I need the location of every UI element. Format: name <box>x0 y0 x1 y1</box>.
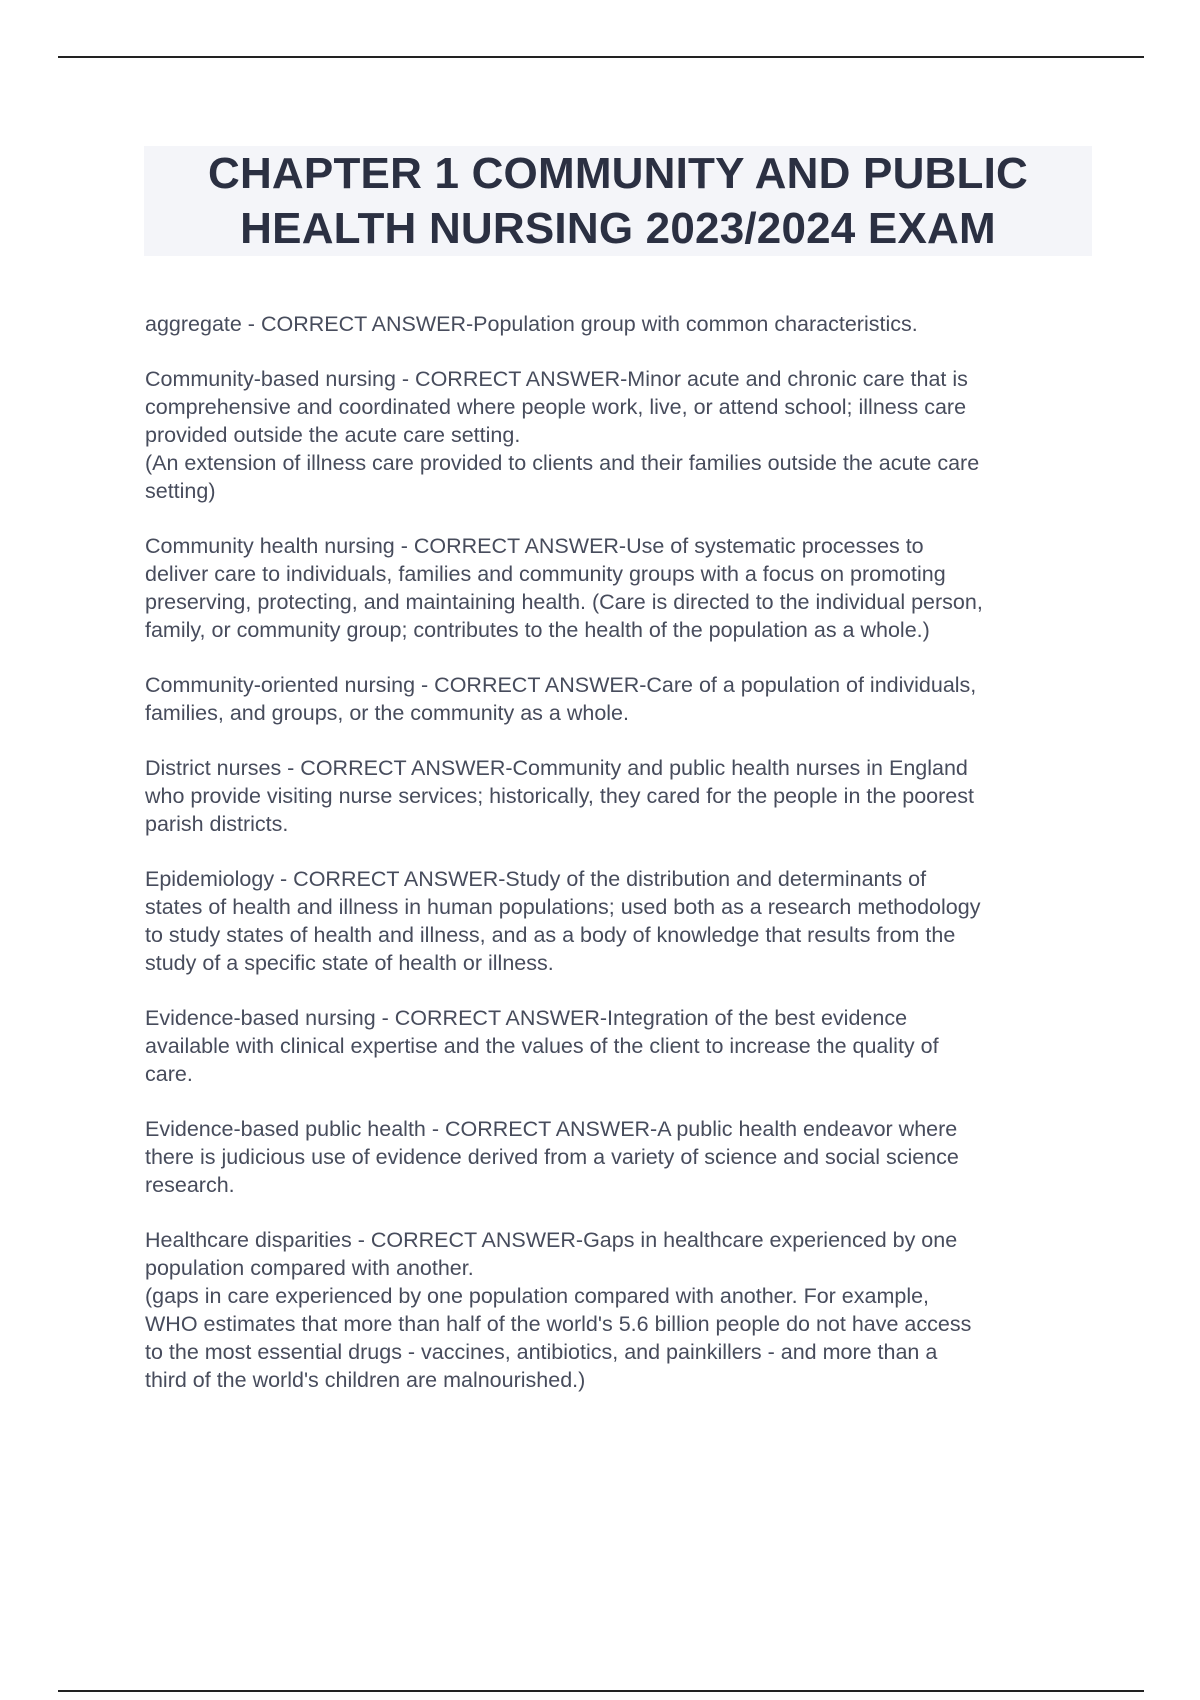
glossary-entry <box>145 754 1090 838</box>
entry-text-line: District nurses - CORRECT ANSWER-Community and public health nurses in England <box>145 756 968 780</box>
entry-text-line: comprehensive and coordinated where people work, live, or attend school; illness care <box>145 395 967 419</box>
entry-text-line: third of the world's children are malnourished.) <box>145 1368 586 1392</box>
glossary-entry <box>145 1004 1090 1088</box>
entry-text-line: setting) <box>145 479 216 503</box>
glossary-entry <box>145 671 1090 727</box>
entry-text-line: deliver care to individuals, families and community groups with a focus on promoting <box>145 562 946 586</box>
glossary-entries <box>145 310 1090 1421</box>
document-title-line-1: CHAPTER 1 COMMUNITY AND PUBLIC <box>207 149 1029 198</box>
title-banner <box>144 146 1092 256</box>
glossary-entry <box>145 1115 1090 1199</box>
entry-text-line: Community-oriented nursing - CORRECT ANSWER-Care of a population of individuals, <box>145 673 977 697</box>
entry-text-line: states of health and illness in human populations; used both as a research methodology <box>145 895 981 919</box>
top-rule <box>58 56 1144 58</box>
glossary-entry <box>145 532 1090 644</box>
entry-text-line: aggregate - CORRECT ANSWER-Population group with common characteristics. <box>145 312 918 336</box>
glossary-entry <box>145 365 1090 505</box>
document-title-line-2: HEALTH NURSING 2023/2024 EXAM <box>240 204 996 253</box>
entry-text-line: to study states of health and illness, and as a body of knowledge that results from the <box>145 923 956 947</box>
document-title <box>208 146 1028 256</box>
entry-text-line: (gaps in care experienced by one population compared with another. For example, <box>145 1284 930 1308</box>
glossary-entry <box>145 1226 1090 1394</box>
entry-text-line: Epidemiology - CORRECT ANSWER-Study of the distribution and determinants of <box>145 867 927 891</box>
entry-text-line: Evidence-based public health - CORRECT ANSWER-A public health endeavor where <box>145 1117 958 1141</box>
entry-text-line: families, and groups, or the community as a whole. <box>145 701 629 725</box>
entry-text-line: parish districts. <box>145 812 289 836</box>
entry-text-line: study of a specific state of health or illness. <box>145 951 554 975</box>
glossary-entry <box>145 865 1090 977</box>
entry-text-line: (An extension of illness care provided to clients and their families outside the acute care <box>145 451 980 475</box>
entry-text-line: population compared with another. <box>145 1256 474 1280</box>
bottom-rule <box>58 1690 1144 1692</box>
entry-text-line: WHO estimates that more than half of the world's 5.6 billion people do not have access <box>145 1312 972 1336</box>
entry-text-line: Evidence-based nursing - CORRECT ANSWER-Integration of the best evidence <box>145 1006 908 1030</box>
entry-text-line: Community health nursing - CORRECT ANSWER-Use of systematic processes to <box>145 534 924 558</box>
entry-text-line: preserving, protecting, and maintaining health. (Care is directed to the individual person, <box>145 590 983 614</box>
glossary-entry <box>145 310 1090 338</box>
entry-text-line: there is judicious use of evidence derived from a variety of science and social science <box>145 1145 959 1169</box>
entry-text-line: research. <box>145 1173 235 1197</box>
entry-text-line: available with clinical expertise and the values of the client to increase the quality of <box>145 1034 939 1058</box>
entry-text-line: care. <box>145 1062 193 1086</box>
entry-text-line: family, or community group; contributes to the health of the population as a whole.) <box>145 618 930 642</box>
entry-text-line: Community-based nursing - CORRECT ANSWER-Minor acute and chronic care that is <box>145 367 968 391</box>
entry-text-line: who provide visiting nurse services; historically, they cared for the people in the poorest <box>145 784 974 808</box>
entry-text-line: to the most essential drugs - vaccines, antibiotics, and painkillers - and more than a <box>145 1340 938 1364</box>
entry-text-line: provided outside the acute care setting. <box>145 423 521 447</box>
entry-text-line: Healthcare disparities - CORRECT ANSWER-Gaps in healthcare experienced by one <box>145 1228 958 1252</box>
